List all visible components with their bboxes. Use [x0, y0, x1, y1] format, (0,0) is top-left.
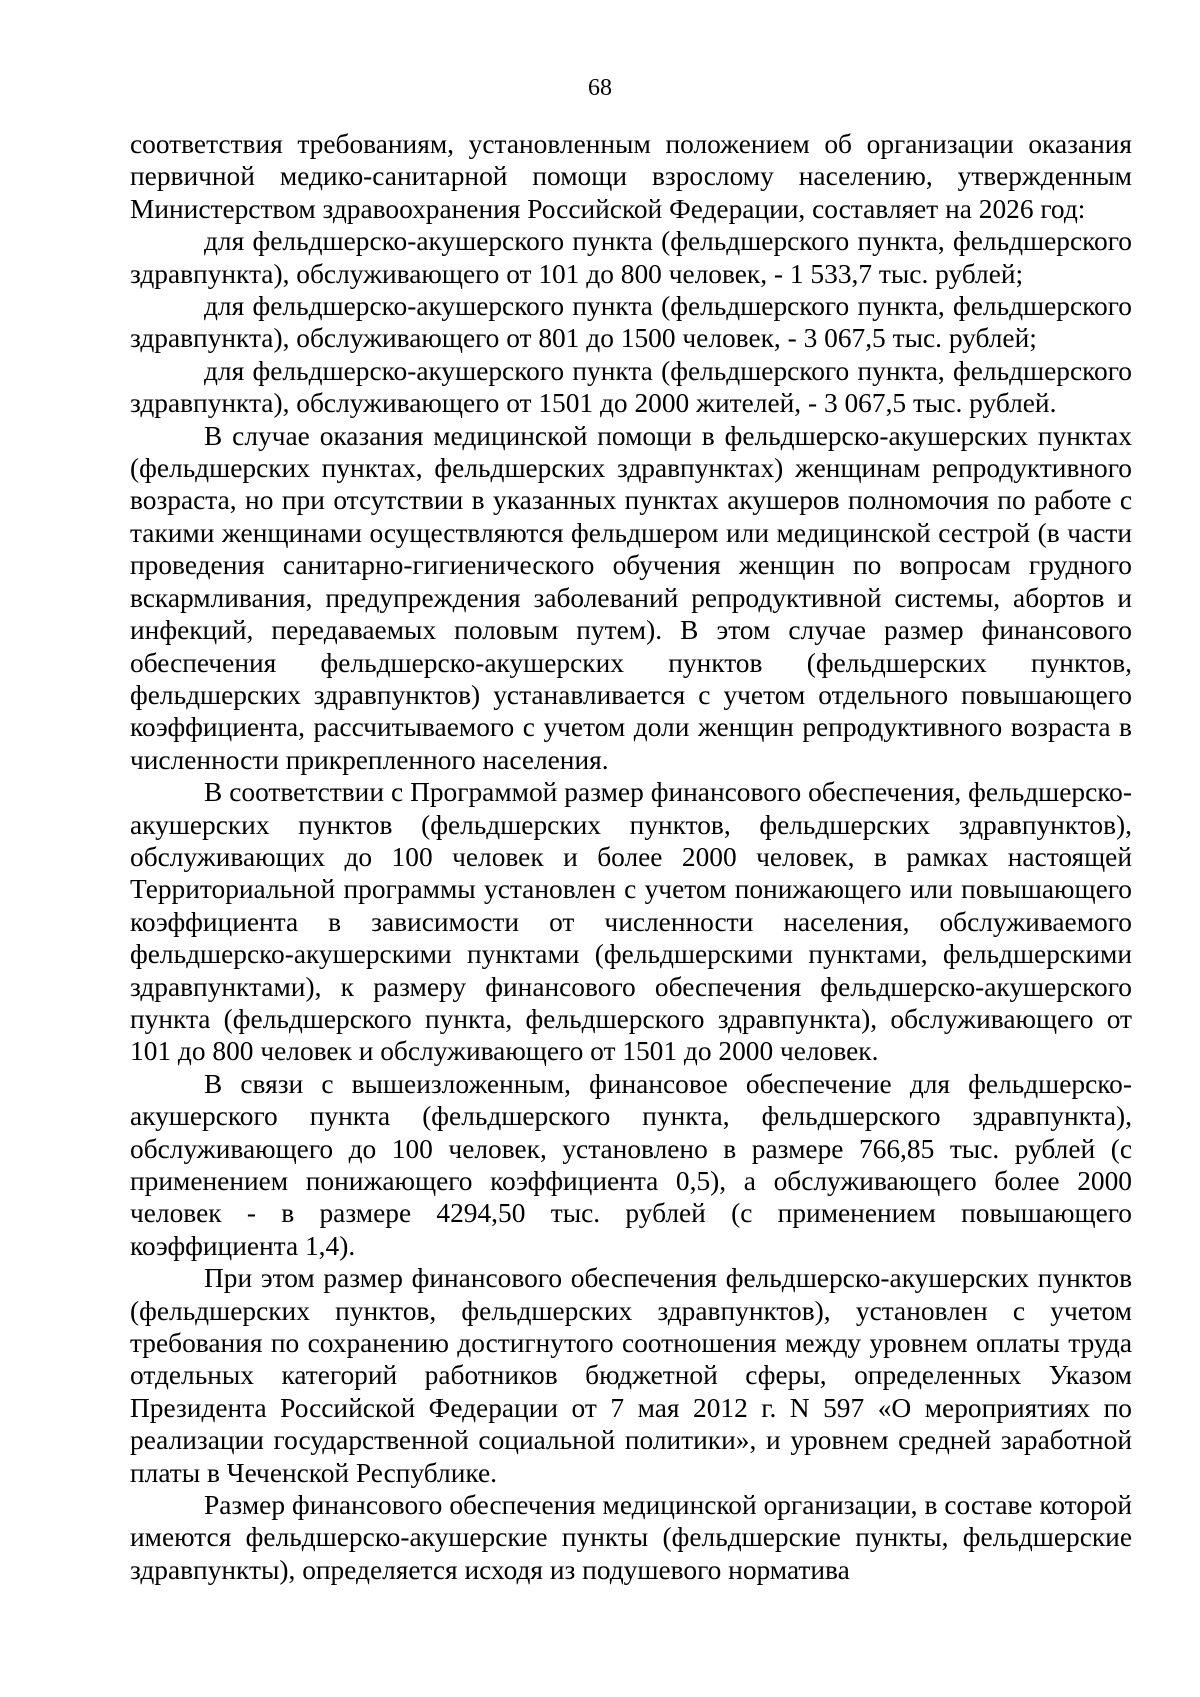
- paragraph-fap-101-800: для фельдшерско-акушерского пункта (фельдшерского пункта, фельдшерского здравпункта), обслуживающего от 101 до 800 человек, - 1 533,7 тыс. рублей;: [130, 226, 1132, 289]
- paragraph-per-capita-norm: Размер финансового обеспечения медицинской организации, в составе которой имеются фельдшерско-акушерские пункты (фельдшерские пункты, фельдшерские здравпункты), определяется исходя из подушевого норматива: [130, 1490, 1132, 1585]
- paragraph-salary-ratio: При этом размер финансового обеспечения фельдшерско-акушерских пунктов (фельдшерских пунктов, фельдшерских здравпунктов), установлен с учетом требования по сохранению достигнутого соотношения между уровнем оплаты труда отдельных категорий работников бюджетной сферы, определенных Указом Президента Российской Федерации от 7 мая 2012 г. N 597 «О мероприятиях по реализации государственной социальной политики», и уровнем средней заработной платы в Чеченской Республике.: [130, 1263, 1132, 1488]
- page-number: 68: [588, 75, 612, 101]
- paragraph-reproductive-age: В случае оказания медицинской помощи в фельдшерско-акушерских пунктах (фельдшерских пунктах, фельдшерских здравпунктах) женщинам репродуктивного возраста, но при отсутствии в указанных пунктах акушеров полномочия по работе с такими женщинами осуществляются фельдшером или медицинской сестрой (в части проведения санитарно-гигиенического обучения женщин по вопросам грудного вскармливания, предупреждения заболеваний репродуктивной системы, абортов и инфекций, передаваемых половым путем). В этом случае размер финансового обеспечения фельдшерско-акушерских пунктов (фельдшерских пунктов, фельдшерских здравпунктов) устанавливается с учетом отдельного повышающего коэффициента, рассчитываемого с учетом доли женщин репродуктивного возраста в численности прикрепленного населения.: [130, 420, 1132, 775]
- paragraph-continuation: соответствия требованиям, установленным положением об организации оказания первичной медико-санитарной помощи взрослому населению, утвержденным Министерством здравоохранения Российской Федерации, составляет на 2026 год:: [130, 129, 1132, 224]
- paragraph-fap-1501-2000: для фельдшерско-акушерского пункта (фельдшерского пункта, фельдшерского здравпункта), обслуживающего от 1501 до 2000 жителей, - 3 067,5 тыс. рублей.: [130, 355, 1132, 419]
- paragraph-financing-amounts: В связи с вышеизложенным, финансовое обеспечение для фельдшерско-акушерского пункта (фельдшерского пункта, фельдшерского здравпункта), обслуживающего до 100 человек, установлено в размере 766,85 тыс. рублей (с применением понижающего коэффициента 0,5), а обслуживающего более 2000 человек - в размере 4294,50 тыс. рублей (с применением повышающего коэффициента 1,4).: [130, 1068, 1132, 1261]
- paragraph-fap-801-1500: для фельдшерско-акушерского пункта (фельдшерского пункта, фельдшерского здравпункта), обслуживающего от 801 до 1500 человек, - 3 067,5 тыс. рублей;: [130, 291, 1132, 354]
- paragraph-program-coefficients: В соответствии с Программой размер финансового обеспечения, фельдшерско-акушерских пунктов (фельдшерских пунктов, фельдшерских здравпунктов), обслуживающих до 100 человек и более 2000 человек, в рамках настоящей Территориальной программы установлен с учетом понижающего или повышающего коэффициента в зависимости от численности населения, обслуживаемого фельдшерско-акушерскими пунктами (фельдшерскими пунктами, фельдшерскими здравпунктами), к размеру финансового обеспечения фельдшерско-акушерского пункта (фельдшерского пункта, фельдшерского здравпункта), обслуживающего от 101 до 800 человек и обслуживающего от 1501 до 2000 человек.: [130, 777, 1132, 1067]
- document-body: [130, 128, 1132, 1586]
